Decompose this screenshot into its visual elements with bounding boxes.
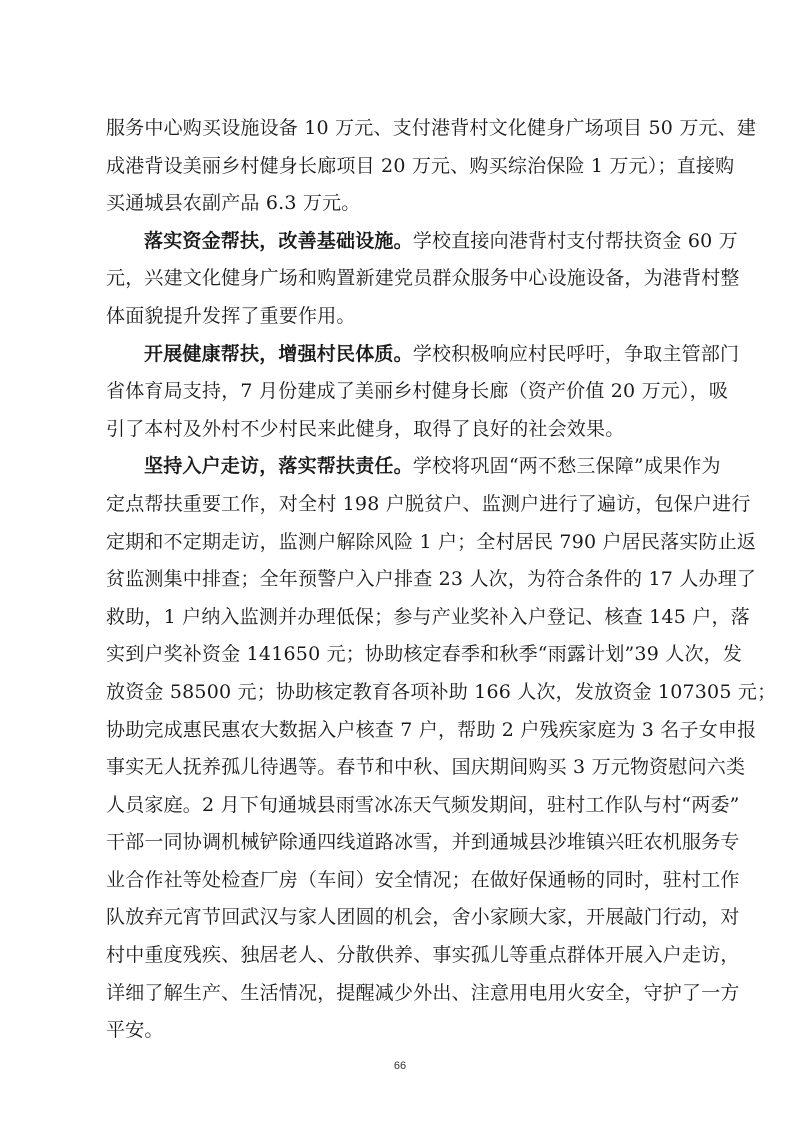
text-line: 元，兴建文化健身广场和购置新建党员群众服务中心设施设备，为港背村整 bbox=[106, 267, 740, 290]
text-line: 贫监测集中排查；全年预警户入户排查 23 人次，为符合条件的 17 人办理了 bbox=[106, 568, 757, 591]
text-line: 实到户奖补资金 141650 元；协助核定春季和秋季“雨露计划”39 人次，发 bbox=[106, 643, 743, 666]
paragraph bbox=[106, 448, 777, 1050]
page-number: 66 bbox=[393, 1060, 407, 1072]
text-line: 定期和不定期走访，监测户解除风险 1 户；全村居民 790 户居民落实防止返 bbox=[106, 530, 757, 553]
paragraph-text: 学校积极响应村民呼吁，争取主管部门 bbox=[412, 342, 740, 365]
text-line: 业合作社等处检查厂房（车间）安全情况；在做好保通畅的同时，驻村工作 bbox=[106, 868, 740, 891]
text-line: 干部一同协调机械铲除通四线道路冰雪，并到通城县沙堆镇兴旺农机服务专 bbox=[106, 831, 740, 854]
document-body bbox=[106, 110, 777, 1050]
paragraph bbox=[106, 110, 757, 223]
text-line: 平安。 bbox=[106, 1019, 164, 1042]
text-line: 村中重度残疾、独居老人、分散供养、事实孤儿等重点群体开展入户走访， bbox=[106, 944, 740, 967]
text-line: 事实无人抚养孤儿待遇等。春节和中秋、国庆期间购买 3 万元物资慰问六类 bbox=[106, 756, 746, 779]
text-line bbox=[106, 448, 721, 486]
paragraph-heading: 落实资金帮扶，改善基础设施。 bbox=[144, 229, 413, 252]
paragraph-text: 学校将巩固“两不愁三保障”成果作为 bbox=[412, 455, 721, 478]
text-line: 引了本村及外村不少村民来此健身，取得了良好的社会效果。 bbox=[106, 417, 625, 440]
text-line: 省体育局支持，7 月份建成了美丽乡村健身长廊（资产价值 20 万元），吸 bbox=[106, 380, 729, 403]
text-line bbox=[106, 223, 738, 261]
text-line bbox=[106, 336, 740, 374]
paragraph-heading: 坚持入户走访，落实帮扶责任。 bbox=[144, 455, 413, 478]
text-line: 队放弃元宵节回武汉与家人团圆的机会，舍小家顾大家，开展敲门行动，对 bbox=[106, 906, 740, 929]
text-line: 放资金 58500 元；协助核定教育各项补助 166 人次，发放资金 107305 元； bbox=[106, 680, 777, 703]
text-line: 救助，1 户纳入监测并办理低保；参与产业奖补入户登记、核查 145 户，落 bbox=[106, 605, 750, 628]
text-line: 买通城县农副产品 6.3 万元。 bbox=[106, 192, 361, 215]
text-line: 服务中心购买设施设备 10 万元、支付港背村文化健身广场项目 50 万元、建 bbox=[106, 117, 757, 139]
paragraph bbox=[106, 336, 740, 449]
text-line: 人员家庭。2 月下旬通城县雨雪冰冻天气频发期间，驻村工作队与村“两委” bbox=[106, 793, 740, 816]
text-line: 详细了解生产、生活情况，提醒减少外出、注意用电用火安全，守护了一方 bbox=[106, 981, 740, 1004]
text-line: 成港背设美丽乡村健身长廊项目 20 万元、购买综治保险 1 万元）；直接购 bbox=[106, 154, 735, 177]
paragraph bbox=[106, 223, 740, 336]
text-line: 定点帮扶重要工作，对全村 198 户脱贫户、监测户进行了遍访，包保户进行 bbox=[106, 492, 751, 515]
paragraph-heading: 开展健康帮扶，增强村民体质。 bbox=[144, 342, 413, 365]
paragraph-text: 学校直接向港背村支付帮扶资金 60 万 bbox=[412, 229, 738, 252]
text-line: 体面貌提升发挥了重要作用。 bbox=[106, 304, 356, 327]
text-line: 协助完成惠民惠农大数据入户核查 7 户，帮助 2 户残疾家庭为 3 名子女申报 bbox=[106, 718, 757, 741]
